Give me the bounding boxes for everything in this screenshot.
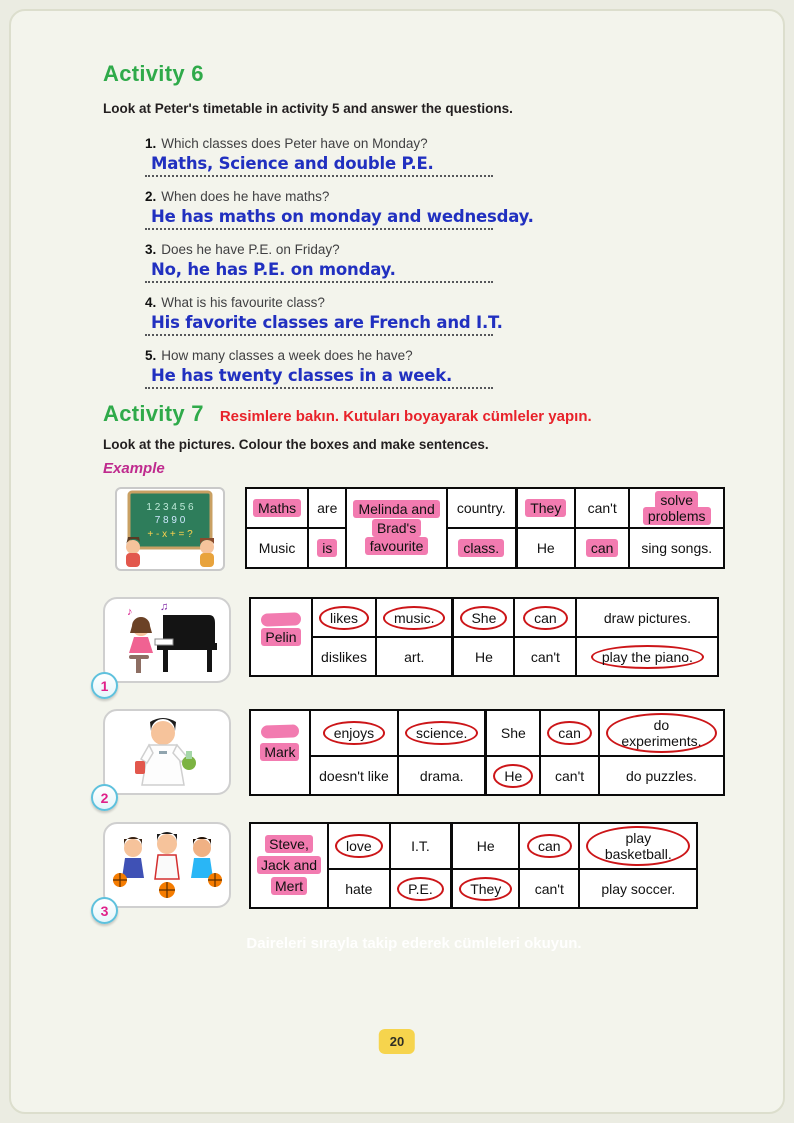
- question-text: Which classes does Peter have on Monday?: [161, 136, 428, 151]
- word-text: can: [586, 539, 619, 557]
- word-text: He: [536, 540, 555, 556]
- word-cell[interactable]: [579, 869, 697, 908]
- word-cell[interactable]: [312, 637, 376, 676]
- word-cell-merged[interactable]: [346, 488, 446, 568]
- answer-line[interactable]: No, he has P.E. on monday.: [145, 260, 493, 283]
- exercise-item-1: [100, 597, 725, 694]
- word-cell[interactable]: [540, 756, 599, 795]
- page-number-badge: 20: [379, 1029, 415, 1054]
- basketball-boys-illustration: [103, 822, 231, 908]
- word-text: can: [523, 606, 568, 630]
- word-text: class.: [458, 539, 504, 557]
- word-text: doesn't like: [319, 767, 389, 784]
- scientist-boy-svg: [105, 711, 229, 793]
- activity7-subtitle-turkish: Resimlere bakın. Kutuları boyayarak cümleler yapın.: [219, 408, 592, 425]
- word-text: is: [317, 539, 337, 557]
- word-text: She: [460, 606, 507, 630]
- exercise-item-2: [100, 709, 725, 806]
- word-text: He: [476, 838, 495, 854]
- name-text: Steve, Jack and Mert: [257, 835, 321, 895]
- word-text: country.: [456, 500, 506, 516]
- question-line: [145, 136, 725, 151]
- word-cell[interactable]: [376, 598, 453, 637]
- word-cell[interactable]: [575, 528, 630, 568]
- word-cell[interactable]: [390, 869, 452, 908]
- question-item: [145, 295, 725, 336]
- word-cell[interactable]: [486, 756, 540, 795]
- answer-line[interactable]: His favorite classes are French and I.T.: [145, 313, 493, 336]
- exercise-item-3: [100, 822, 725, 919]
- word-text: are: [317, 500, 338, 516]
- word-text: can: [527, 834, 572, 858]
- question-item: [145, 136, 725, 177]
- item-number-badge: 3: [91, 897, 118, 924]
- activity7-heading-row: [103, 401, 725, 427]
- word-cell[interactable]: [453, 637, 514, 676]
- word-cell[interactable]: [398, 710, 486, 756]
- word-cell[interactable]: [516, 488, 575, 528]
- answer-line[interactable]: Maths, Science and double P.E.: [145, 154, 493, 177]
- word-cell[interactable]: [514, 598, 576, 637]
- word-cell[interactable]: [452, 823, 520, 869]
- word-text: draw pictures.: [603, 609, 691, 626]
- page-content: [11, 11, 783, 1112]
- word-cell[interactable]: [246, 488, 308, 528]
- activity7-title: Activity 7: [103, 401, 204, 426]
- word-text: Maths: [253, 499, 301, 517]
- word-text: science.: [405, 721, 478, 745]
- question-line: [145, 242, 725, 257]
- word-text: drama.: [419, 767, 464, 784]
- question-text: When does he have maths?: [161, 189, 330, 204]
- item2-sentence-table: [249, 709, 725, 796]
- question-line: [145, 295, 725, 310]
- item1-image-wrap: [100, 597, 231, 694]
- name-cell[interactable]: [250, 823, 328, 908]
- word-text: play basketball.: [586, 826, 690, 866]
- word-cell[interactable]: [579, 823, 697, 869]
- question-list: [145, 136, 725, 389]
- word-text: Melinda and Brad's favourite: [353, 500, 439, 556]
- word-text: hate: [345, 880, 373, 897]
- word-text: dislikes: [321, 648, 367, 665]
- word-cell[interactable]: [540, 710, 599, 756]
- item-number-badge: 1: [91, 672, 118, 699]
- word-cell[interactable]: [453, 598, 514, 637]
- answer-line[interactable]: He has maths on monday and wednesday.: [145, 207, 493, 230]
- example-row: [115, 487, 725, 571]
- word-text: can't: [530, 648, 560, 665]
- name-text: Pelin: [261, 628, 300, 646]
- word-cell[interactable]: [328, 869, 390, 908]
- word-text: love: [335, 834, 383, 858]
- word-cell[interactable]: [246, 528, 308, 568]
- word-cell[interactable]: [376, 637, 453, 676]
- question-line: [145, 348, 725, 363]
- chalkboard-illustration: [115, 487, 225, 571]
- activity7-instruction: Look at the pictures. Colour the boxes and make sentences.: [103, 437, 489, 452]
- word-cell[interactable]: [308, 528, 346, 568]
- word-cell[interactable]: [398, 756, 486, 795]
- word-cell[interactable]: [519, 823, 579, 869]
- word-cell[interactable]: [312, 598, 376, 637]
- svg-text:7 8 9 0: 7 8 9 0: [154, 515, 186, 526]
- word-text: They: [525, 499, 566, 517]
- name-cell[interactable]: [250, 598, 312, 676]
- word-cell[interactable]: [599, 756, 724, 795]
- word-text: play the piano.: [591, 645, 704, 669]
- word-text: He: [474, 648, 493, 665]
- word-text: I.T.: [411, 838, 430, 854]
- example-label: Example: [103, 460, 165, 477]
- word-cell[interactable]: [575, 488, 630, 528]
- word-cell[interactable]: [447, 488, 516, 528]
- piano-girl-svg: [105, 599, 229, 681]
- example-sentence-table: [245, 487, 725, 569]
- question-item: [145, 348, 725, 389]
- word-cell[interactable]: [629, 488, 724, 528]
- item3-image-wrap: [100, 822, 231, 919]
- activity6-instruction: Look at Peter's timetable in activity 5 and answer the questions.: [103, 101, 513, 116]
- item1-sentence-table: [249, 597, 719, 677]
- word-text: P.E.: [397, 877, 444, 901]
- question-text: Does he have P.E. on Friday?: [161, 242, 340, 257]
- question-number: 2.: [145, 189, 157, 204]
- page-inner: [9, 9, 785, 1114]
- word-text: can't: [587, 500, 617, 516]
- word-text: can: [547, 721, 592, 745]
- question-number: 4.: [145, 295, 157, 310]
- word-cell[interactable]: [447, 528, 516, 568]
- chalkboard-svg: [117, 489, 223, 569]
- scientist-boy-illustration: [103, 709, 231, 795]
- item-number-badge: 2: [91, 784, 118, 811]
- word-text: enjoys: [323, 721, 385, 745]
- word-cell[interactable]: [328, 823, 390, 869]
- name-text: Mark: [260, 743, 299, 761]
- word-cell[interactable]: [576, 598, 718, 637]
- word-text: likes: [319, 606, 369, 630]
- word-cell[interactable]: [310, 756, 398, 795]
- word-text: do puzzles.: [626, 767, 697, 784]
- piano-girl-illustration: [103, 597, 231, 683]
- word-cell[interactable]: [576, 637, 718, 676]
- question-number: 5.: [145, 348, 157, 363]
- word-cell[interactable]: [514, 637, 576, 676]
- svg-text:♫: ♫: [160, 601, 169, 613]
- word-text: do experiments.: [606, 713, 717, 753]
- question-number: 3.: [145, 242, 157, 257]
- word-cell[interactable]: [308, 488, 346, 528]
- svg-text:1 2 3 4 5 6: 1 2 3 4 5 6: [146, 502, 194, 513]
- question-number: 1.: [145, 136, 157, 151]
- word-text: can't: [534, 880, 564, 897]
- word-text: She: [500, 725, 526, 741]
- word-cell[interactable]: [390, 823, 452, 869]
- question-item: [145, 189, 725, 230]
- name-cell[interactable]: [250, 710, 310, 795]
- question-line: [145, 189, 725, 204]
- word-text: He: [493, 764, 533, 788]
- word-text: solve problems: [643, 491, 711, 525]
- footer-note: Daireleri sırayla takip ederek cümleleri okuyun.: [246, 935, 582, 952]
- word-cell[interactable]: [599, 710, 724, 756]
- question-text: What is his favourite class?: [161, 295, 325, 310]
- word-cell[interactable]: [516, 528, 575, 568]
- word-text: can't: [555, 767, 585, 784]
- question-text: How many classes a week does he have?: [161, 348, 413, 363]
- item3-sentence-table: [249, 822, 698, 909]
- word-cell[interactable]: [310, 710, 398, 756]
- word-cell[interactable]: [629, 528, 724, 568]
- basketball-boys-svg: [105, 824, 229, 906]
- example-image-wrap: [115, 487, 225, 571]
- word-text: They: [459, 877, 512, 901]
- answer-line[interactable]: He has twenty classes in a week.: [145, 366, 493, 389]
- word-text: art.: [404, 648, 425, 665]
- word-cell[interactable]: [486, 710, 540, 756]
- word-text: sing songs.: [641, 540, 713, 556]
- item2-image-wrap: [100, 709, 231, 806]
- question-item: [145, 242, 725, 283]
- word-cell[interactable]: [519, 869, 579, 908]
- activity6-title: Activity 6: [103, 61, 204, 86]
- svg-text:+ - x + = ?: + - x + = ?: [147, 529, 193, 540]
- word-text: Music: [258, 540, 296, 556]
- word-text: music.: [383, 606, 445, 630]
- svg-text:♪: ♪: [127, 606, 133, 618]
- word-text: play soccer.: [601, 880, 676, 897]
- word-cell[interactable]: [452, 869, 520, 908]
